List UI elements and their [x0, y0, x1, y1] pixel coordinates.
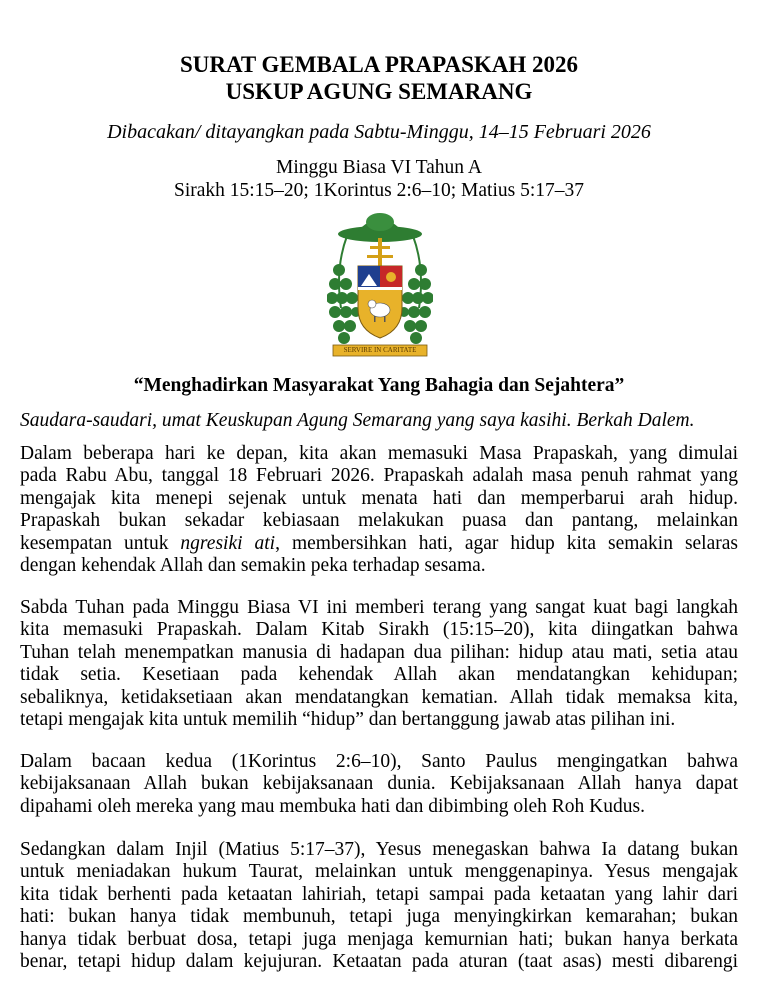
- paragraph-line: sebaliknya, ketidaksetiaan akan mendatangkan kematian. Allah tidak memaksa kita,: [20, 686, 738, 708]
- paragraph-line: hanya tidak berbuat dosa, tetapi juga menjaga kemurnian hati; bukan hanya berkata: [20, 928, 738, 950]
- letter-title-line-2: USKUP AGUNG SEMARANG: [225, 79, 533, 104]
- paragraph-line: Sabda Tuhan pada Minggu Biasa VI ini memberi terang yang sangat kuat bagi langkah: [20, 597, 738, 618]
- paragraph-line: kita memasuki Prapaskah. Dalam Kitab Sirakh (15:15–20), kita diingatkan bahwa: [20, 619, 738, 641]
- italic-term: ngresiki ati: [180, 532, 276, 554]
- paragraph-line: kita tidak berhenti pada ketaatan lahiriah, tetapi sampai pada ketaatan yang lahir dari: [20, 883, 738, 905]
- paragraph-line: dengan kehendak Allah dan semakin peka terhadap sesama.: [20, 555, 486, 577]
- paragraph-line: Prapaskah bukan sekadar kebiasaan melakukan puasa dan pantang, melainkan: [20, 510, 738, 532]
- paragraph-line: mengajak kita menepi sejenak untuk menata hati dan memperbarui arah hidup.: [20, 487, 738, 509]
- paragraph-line: tidak setia. Kesetiaan pada kehendak Allah akan mendatangkan kehidupan;: [20, 664, 738, 686]
- letter-theme: “Menghadirkan Masyarakat Yang Bahagia dan Sejahtera”: [133, 375, 625, 396]
- paragraph-1: [20, 443, 738, 577]
- paragraph-line: untuk meniadakan hukum Taurat, melainkan untuk menggenapinya. Yesus mengajak: [20, 861, 738, 883]
- paragraph-line: hati: bukan hanya tidak membunuh, tetapi juga menyingkirkan kemarahan; bukan: [20, 906, 738, 928]
- broadcast-note: Dibacakan/ ditayangkan pada Sabtu-Minggu, 14–15 Februari 2026: [107, 121, 651, 143]
- scripture-readings: Sirakh 15:15–20; 1Korintus 2:6–10; Matius 5:17–37: [173, 180, 585, 201]
- paragraph-3: [20, 751, 738, 818]
- liturgical-day: Minggu Biasa VI Tahun A: [276, 157, 482, 178]
- paragraph-line: Dalam bacaan kedua (1Korintus 2:6–10), Santo Paulus mengingatkan bahwa: [20, 751, 738, 772]
- greeting: Saudara-saudari, umat Keuskupan Agung Semarang yang saya kasihi. Berkah Dalem.: [20, 410, 695, 431]
- paragraph-line: Dalam beberapa hari ke depan, kita akan memasuki Masa Prapaskah, yang dimulai: [20, 443, 738, 464]
- paragraph-line: kebijaksanaan Allah bukan kebijaksanaan dunia. Kebijaksanaan Allah hanya dapat: [20, 773, 738, 795]
- coat-of-arms-icon: [327, 208, 433, 360]
- paragraph-line: dipahami oleh mereka yang mau membuka hati dan dibimbing oleh Roh Kudus.: [20, 795, 645, 817]
- paragraph-line-mixed: [20, 533, 738, 555]
- paragraph-line: Sedangkan dalam Injil (Matius 5:17–37), Yesus menegaskan bahwa Ia datang bukan: [20, 839, 738, 860]
- text-segment: kesempatan untuk: [20, 532, 181, 554]
- paragraph-4: [20, 839, 738, 973]
- paragraph-line: pada Rabu Abu, tanggal 18 Februari 2026. Prapaskah adalah masa penuh rahmat yang: [20, 465, 738, 487]
- paragraph-line: tetapi mengajak kita untuk memilih “hidup” dan bertanggung jawab atas pilihan ini.: [20, 709, 676, 731]
- paragraph-line: benar, tetapi hidup dalam kejujuran. Ketaatan pada aturan (taat asas) mesti dibarengi: [20, 951, 738, 973]
- crest-motto: SERVIRE IN CARITATE: [343, 346, 417, 354]
- letter-title-line-1: SURAT GEMBALA PRAPASKAH 2026: [179, 52, 579, 77]
- text-segment: , membersihkan hati, agar hidup kita semakin selaras: [275, 532, 738, 554]
- paragraph-line: Tuhan telah menempatkan manusia di hadapan dua pilihan: hidup atau mati, setia atau: [20, 641, 738, 663]
- paragraph-2: [20, 597, 738, 731]
